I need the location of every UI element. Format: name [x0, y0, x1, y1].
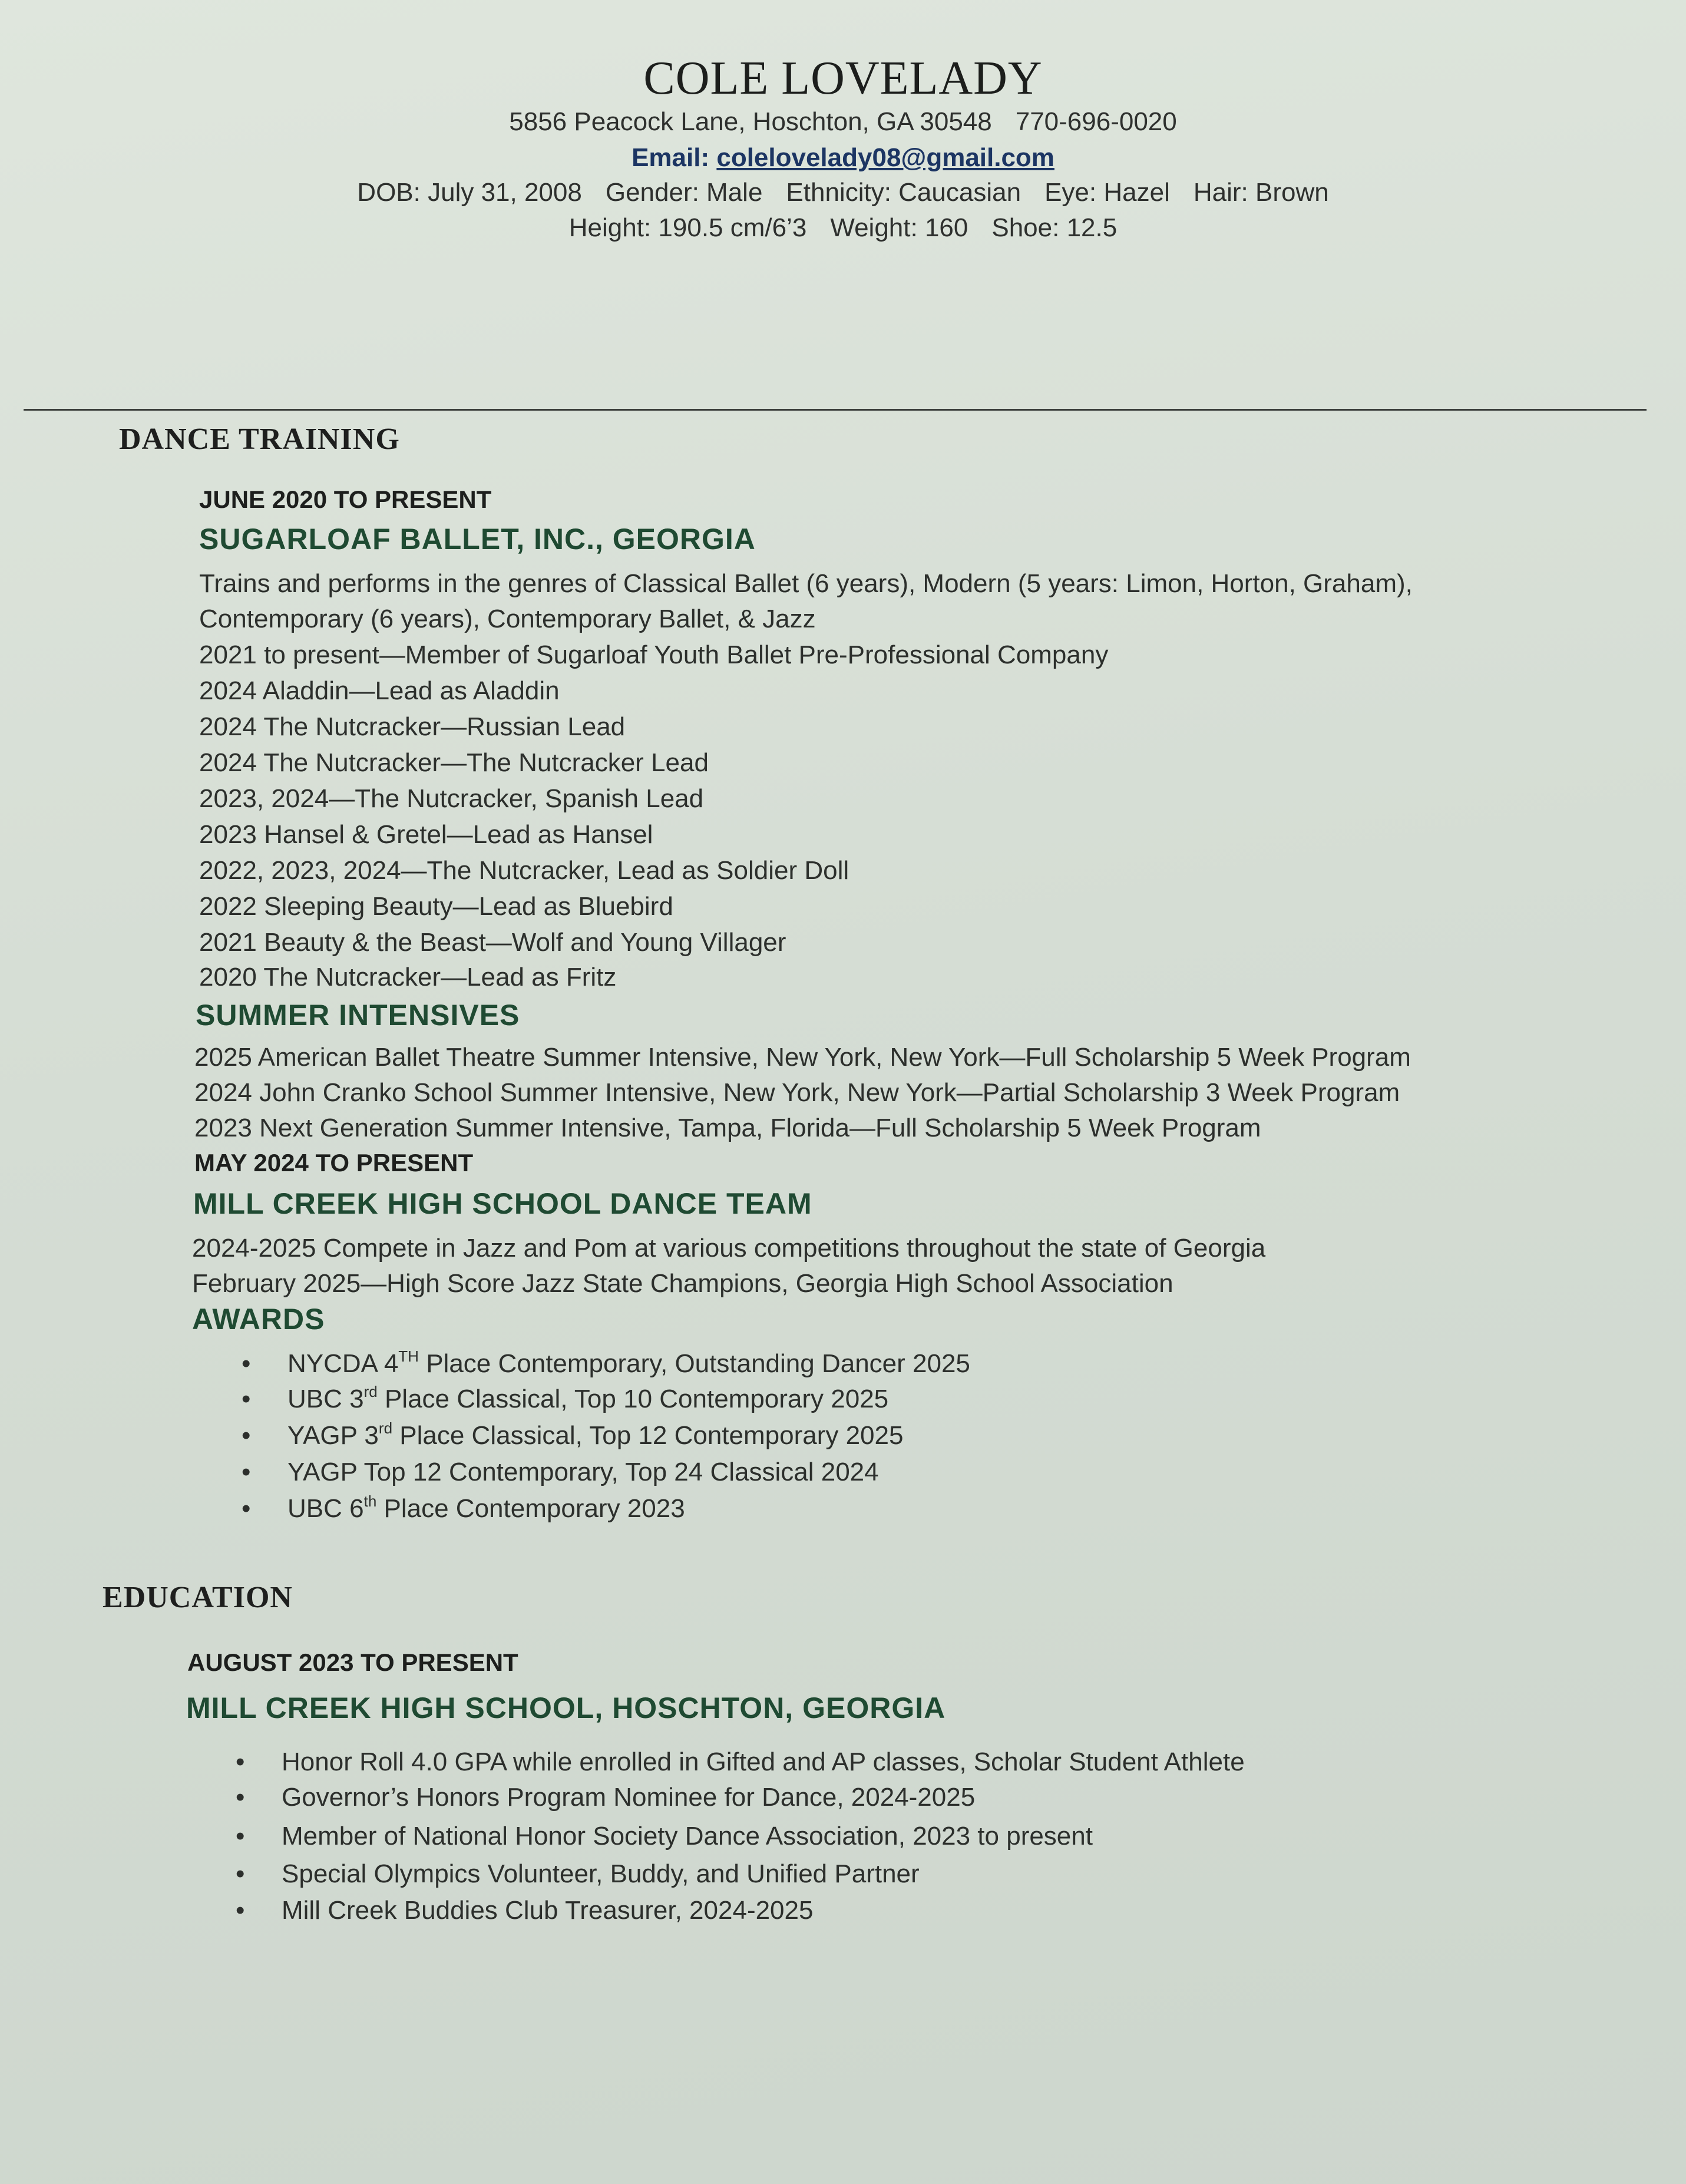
sugarloaf-line: 2020 The Nutcracker—Lead as Fritz: [199, 963, 617, 992]
sugarloaf-line: 2021 to present—Member of Sugarloaf Youth Ballet Pre-Professional Company: [199, 640, 1109, 669]
bullet-icon: •: [242, 1385, 251, 1413]
section-title-education: EDUCATION: [103, 1581, 293, 1614]
millcreek-dance-line: February 2025—High Score Jazz State Champions, Georgia High School Association: [192, 1269, 1173, 1298]
award-item: • UBC 6th Place Contemporary 2023: [242, 1492, 685, 1523]
intensive-line: 2023 Next Generation Summer Intensive, Tampa, Florida—Full Scholarship 5 Week Program: [194, 1114, 1261, 1142]
measurements-line: [0, 213, 1686, 243]
millcreek-dance-date: MAY 2024 TO PRESENT: [194, 1149, 474, 1177]
education-org: MILL CREEK HIGH SCHOOL, HOSCHTON, GEORGIA: [186, 1691, 946, 1724]
sugarloaf-line: Trains and performs in the genres of Classical Ballet (6 years), Modern (5 years: Limon, Horton, Graham),: [199, 569, 1413, 598]
sugarloaf-line: 2024 The Nutcracker—The Nutcracker Lead: [199, 748, 709, 777]
bullet-icon: •: [236, 1896, 245, 1925]
education-date: AUGUST 2023 TO PRESENT: [187, 1648, 518, 1676]
sugarloaf-line: 2024 Aladdin—Lead as Aladdin: [199, 676, 560, 705]
sugarloaf-line: 2022, 2023, 2024—The Nutcracker, Lead as Soldier Doll: [199, 856, 849, 885]
awards-title: AWARDS: [192, 1303, 325, 1336]
bullet-icon: •: [236, 1783, 245, 1812]
sugarloaf-line: 2023 Hansel & Gretel—Lead as Hansel: [199, 820, 653, 849]
education-item: • Governor’s Honors Program Nominee for Dance, 2024-2025: [236, 1783, 976, 1812]
education-item: • Honor Roll 4.0 GPA while enrolled in Gifted and AP classes, Scholar Student Athlete: [236, 1747, 1245, 1776]
height: Height: 190.5 cm/6’3: [568, 213, 807, 242]
award-item: • UBC 3rd Place Classical, Top 10 Contemporary 2025: [242, 1383, 889, 1413]
bullet-icon: •: [242, 1494, 251, 1523]
address: 5856 Peacock Lane, Hoschton, GA 30548: [509, 107, 992, 136]
bullet-icon: •: [242, 1458, 251, 1486]
bullet-icon: •: [236, 1747, 245, 1776]
contact-line: [0, 107, 1686, 137]
bullet-icon: •: [242, 1421, 251, 1450]
personal-details-line: [0, 178, 1686, 207]
millcreek-dance-org: MILL CREEK HIGH SCHOOL DANCE TEAM: [193, 1187, 812, 1220]
intensive-line: 2025 American Ballet Theatre Summer Intensive, New York, New York—Full Scholarship 5 Week Program: [194, 1043, 1411, 1072]
dob: DOB: July 31, 2008: [357, 178, 582, 207]
award-item: • NYCDA 4TH Place Contemporary, Outstanding Dancer 2025: [242, 1347, 970, 1378]
sugarloaf-line: 2022 Sleeping Beauty—Lead as Bluebird: [199, 892, 673, 921]
intensive-line: 2024 John Cranko School Summer Intensive, New York, New York—Partial Scholarship 3 Week Program: [194, 1078, 1400, 1107]
sugarloaf-line: 2024 The Nutcracker—Russian Lead: [199, 712, 626, 741]
email-link[interactable]: colelovelady08@gmail.com: [716, 143, 1054, 172]
millcreek-dance-line: 2024-2025 Compete in Jazz and Pom at various competitions throughout the state of Georgia: [192, 1234, 1266, 1263]
gender: Gender: Male: [605, 178, 763, 207]
email-label: Email:: [632, 143, 710, 172]
bullet-icon: •: [236, 1859, 245, 1888]
sugarloaf-date: JUNE 2020 TO PRESENT: [199, 485, 492, 513]
section-title-dance-training: DANCE TRAINING: [119, 422, 400, 456]
weight: Weight: 160: [830, 213, 968, 242]
resume-name: COLE LOVELADY: [643, 52, 1043, 104]
eye-color: Eye: Hazel: [1044, 178, 1170, 207]
education-item: • Member of National Honor Society Dance Association, 2023 to present: [236, 1822, 1093, 1851]
hair-color: Hair: Brown: [1193, 178, 1329, 207]
bullet-icon: •: [236, 1822, 245, 1851]
ethnicity: Ethnicity: Caucasian: [786, 178, 1021, 207]
sugarloaf-org: SUGARLOAF BALLET, INC., GEORGIA: [199, 523, 756, 556]
education-item: • Mill Creek Buddies Club Treasurer, 2024-2025: [236, 1896, 814, 1925]
bullet-icon: •: [242, 1349, 251, 1378]
email-line: [0, 143, 1686, 173]
award-item: • YAGP Top 12 Contemporary, Top 24 Classical 2024: [242, 1458, 879, 1486]
summer-intensives-title: SUMMER INTENSIVES: [196, 999, 520, 1032]
award-item: • YAGP 3rd Place Classical, Top 12 Contemporary 2025: [242, 1419, 904, 1450]
phone: 770-696-0020: [1015, 107, 1177, 136]
sugarloaf-line: Contemporary (6 years), Contemporary Ballet, & Jazz: [199, 604, 816, 633]
shoe-size: Shoe: 12.5: [991, 213, 1118, 242]
header-divider: [24, 409, 1647, 411]
sugarloaf-line: 2021 Beauty & the Beast—Wolf and Young Villager: [199, 928, 786, 957]
sugarloaf-line: 2023, 2024—The Nutcracker, Spanish Lead: [199, 784, 704, 813]
education-item: • Special Olympics Volunteer, Buddy, and Unified Partner: [236, 1859, 920, 1888]
